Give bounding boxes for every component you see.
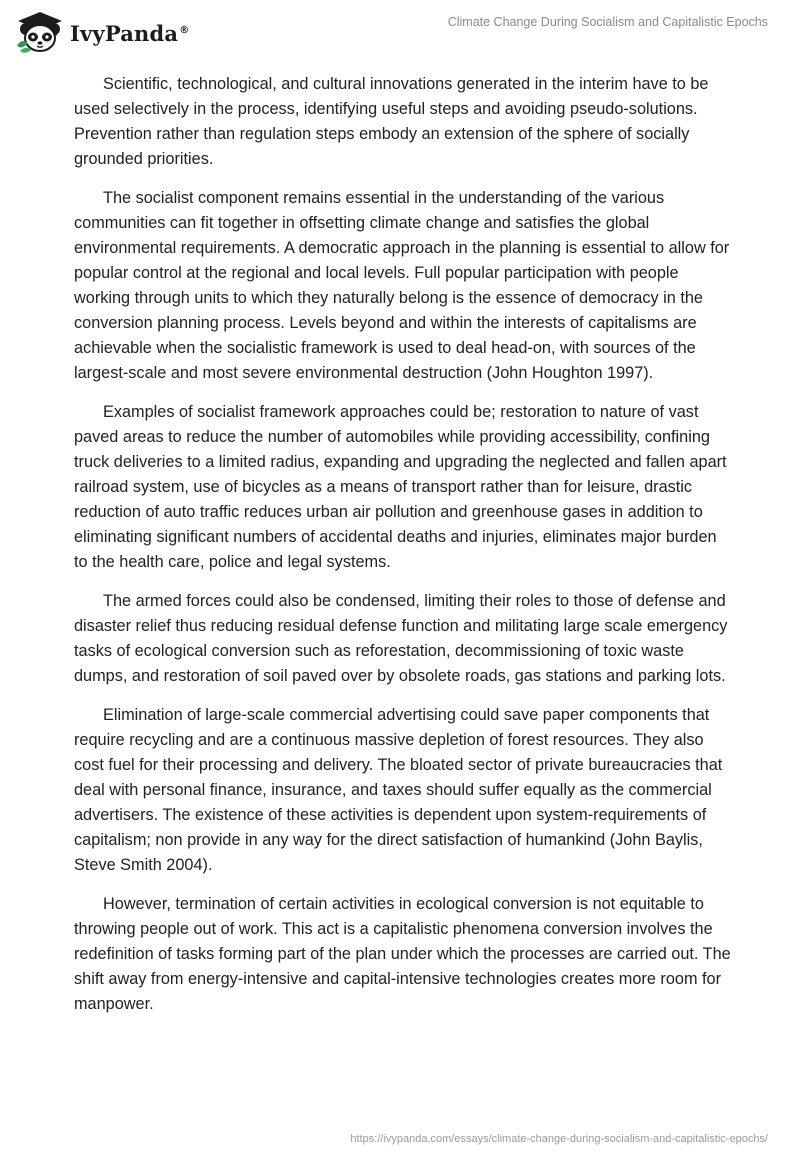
- registered-mark: ®: [179, 24, 190, 36]
- panda-graduate-icon: [14, 10, 66, 54]
- paragraph: Elimination of large-scale commercial advertising could save paper components that require recycling and are a continuous massive depletion of forest resources. They also cost fuel for their processing and delivery. The bloated sector of private bureaucracies that deal with personal finance, insurance, and taxes should suffer equally as the commercial advertisers. The existence of these activities is dependent upon system-requirements of capitalism; non provide in any way for the direct satisfaction of humankind (John Baylis, Steve Smith 2004).: [74, 706, 723, 874]
- document-title: Climate Change During Socialism and Capitalistic Epochs: [447, 15, 768, 29]
- paragraph: The armed forces could also be condensed, limiting their roles to those of defense and disaster relief thus reducing residual defense function and militating large scale emergency tasks of ecological conversion such as reforestation, decommissioning of toxic waste dumps, and restoration of soil paved over by obsolete roads, gas stations and parking lots.: [74, 592, 728, 685]
- brand-name: IvyPanda®: [70, 20, 190, 46]
- page-header: [0, 0, 800, 60]
- paragraph: However, termination of certain activities in ecological conversion is not equitable to throwing people out of work. This act is a capitalistic phenomena conversion involves the redefinition of tasks forming part of the plan under which the processes are carried out. The shift away from energy-intensive and capital-intensive technologies creates more room for manpower.: [74, 895, 731, 1013]
- paragraph: Examples of socialist framework approaches could be; restoration to nature of vast paved areas to reduce the number of automobiles while providing accessibility, confining truck deliveries to a limited radius, expanding and upgrading the neglected and fallen apart railroad system, use of bicycles as a means of transport rather than for leisure, drastic reduction of auto traffic reduces urban air pollution and greenhouse gases in addition to eliminating significant numbers of accidental deaths and injuries, eliminates major burden to the health care, police and legal systems.: [74, 403, 727, 571]
- source-url[interactable]: https://ivypanda.com/essays/climate-change-during-socialism-and-capitalistic-epochs/: [350, 1133, 768, 1145]
- paragraph: Scientific, technological, and cultural innovations generated in the interim have to be used selectively in the process, identifying useful steps and avoiding pseudo-solutions. Prevention rather than regulation steps embody an extension of the sphere of socially grounded priorities.: [74, 75, 709, 168]
- paragraph: The socialist component remains essential in the understanding of the various communities can fit together in offsetting climate change and satisfies the global environmental requirements. A democratic approach in the planning is essential to allow for popular control at the regional and local levels. Full popular participation with people working through units to which they naturally belong is the essence of democracy in the conversion planning process. Levels beyond and within the interests of capitalisms are achievable when the socialistic framework is used to deal head-on, with sources of the largest-scale and most severe environmental destruction (John Houghton 1997).: [74, 189, 730, 382]
- ivypanda-logo[interactable]: [14, 10, 189, 54]
- essay-body: [74, 72, 734, 1031]
